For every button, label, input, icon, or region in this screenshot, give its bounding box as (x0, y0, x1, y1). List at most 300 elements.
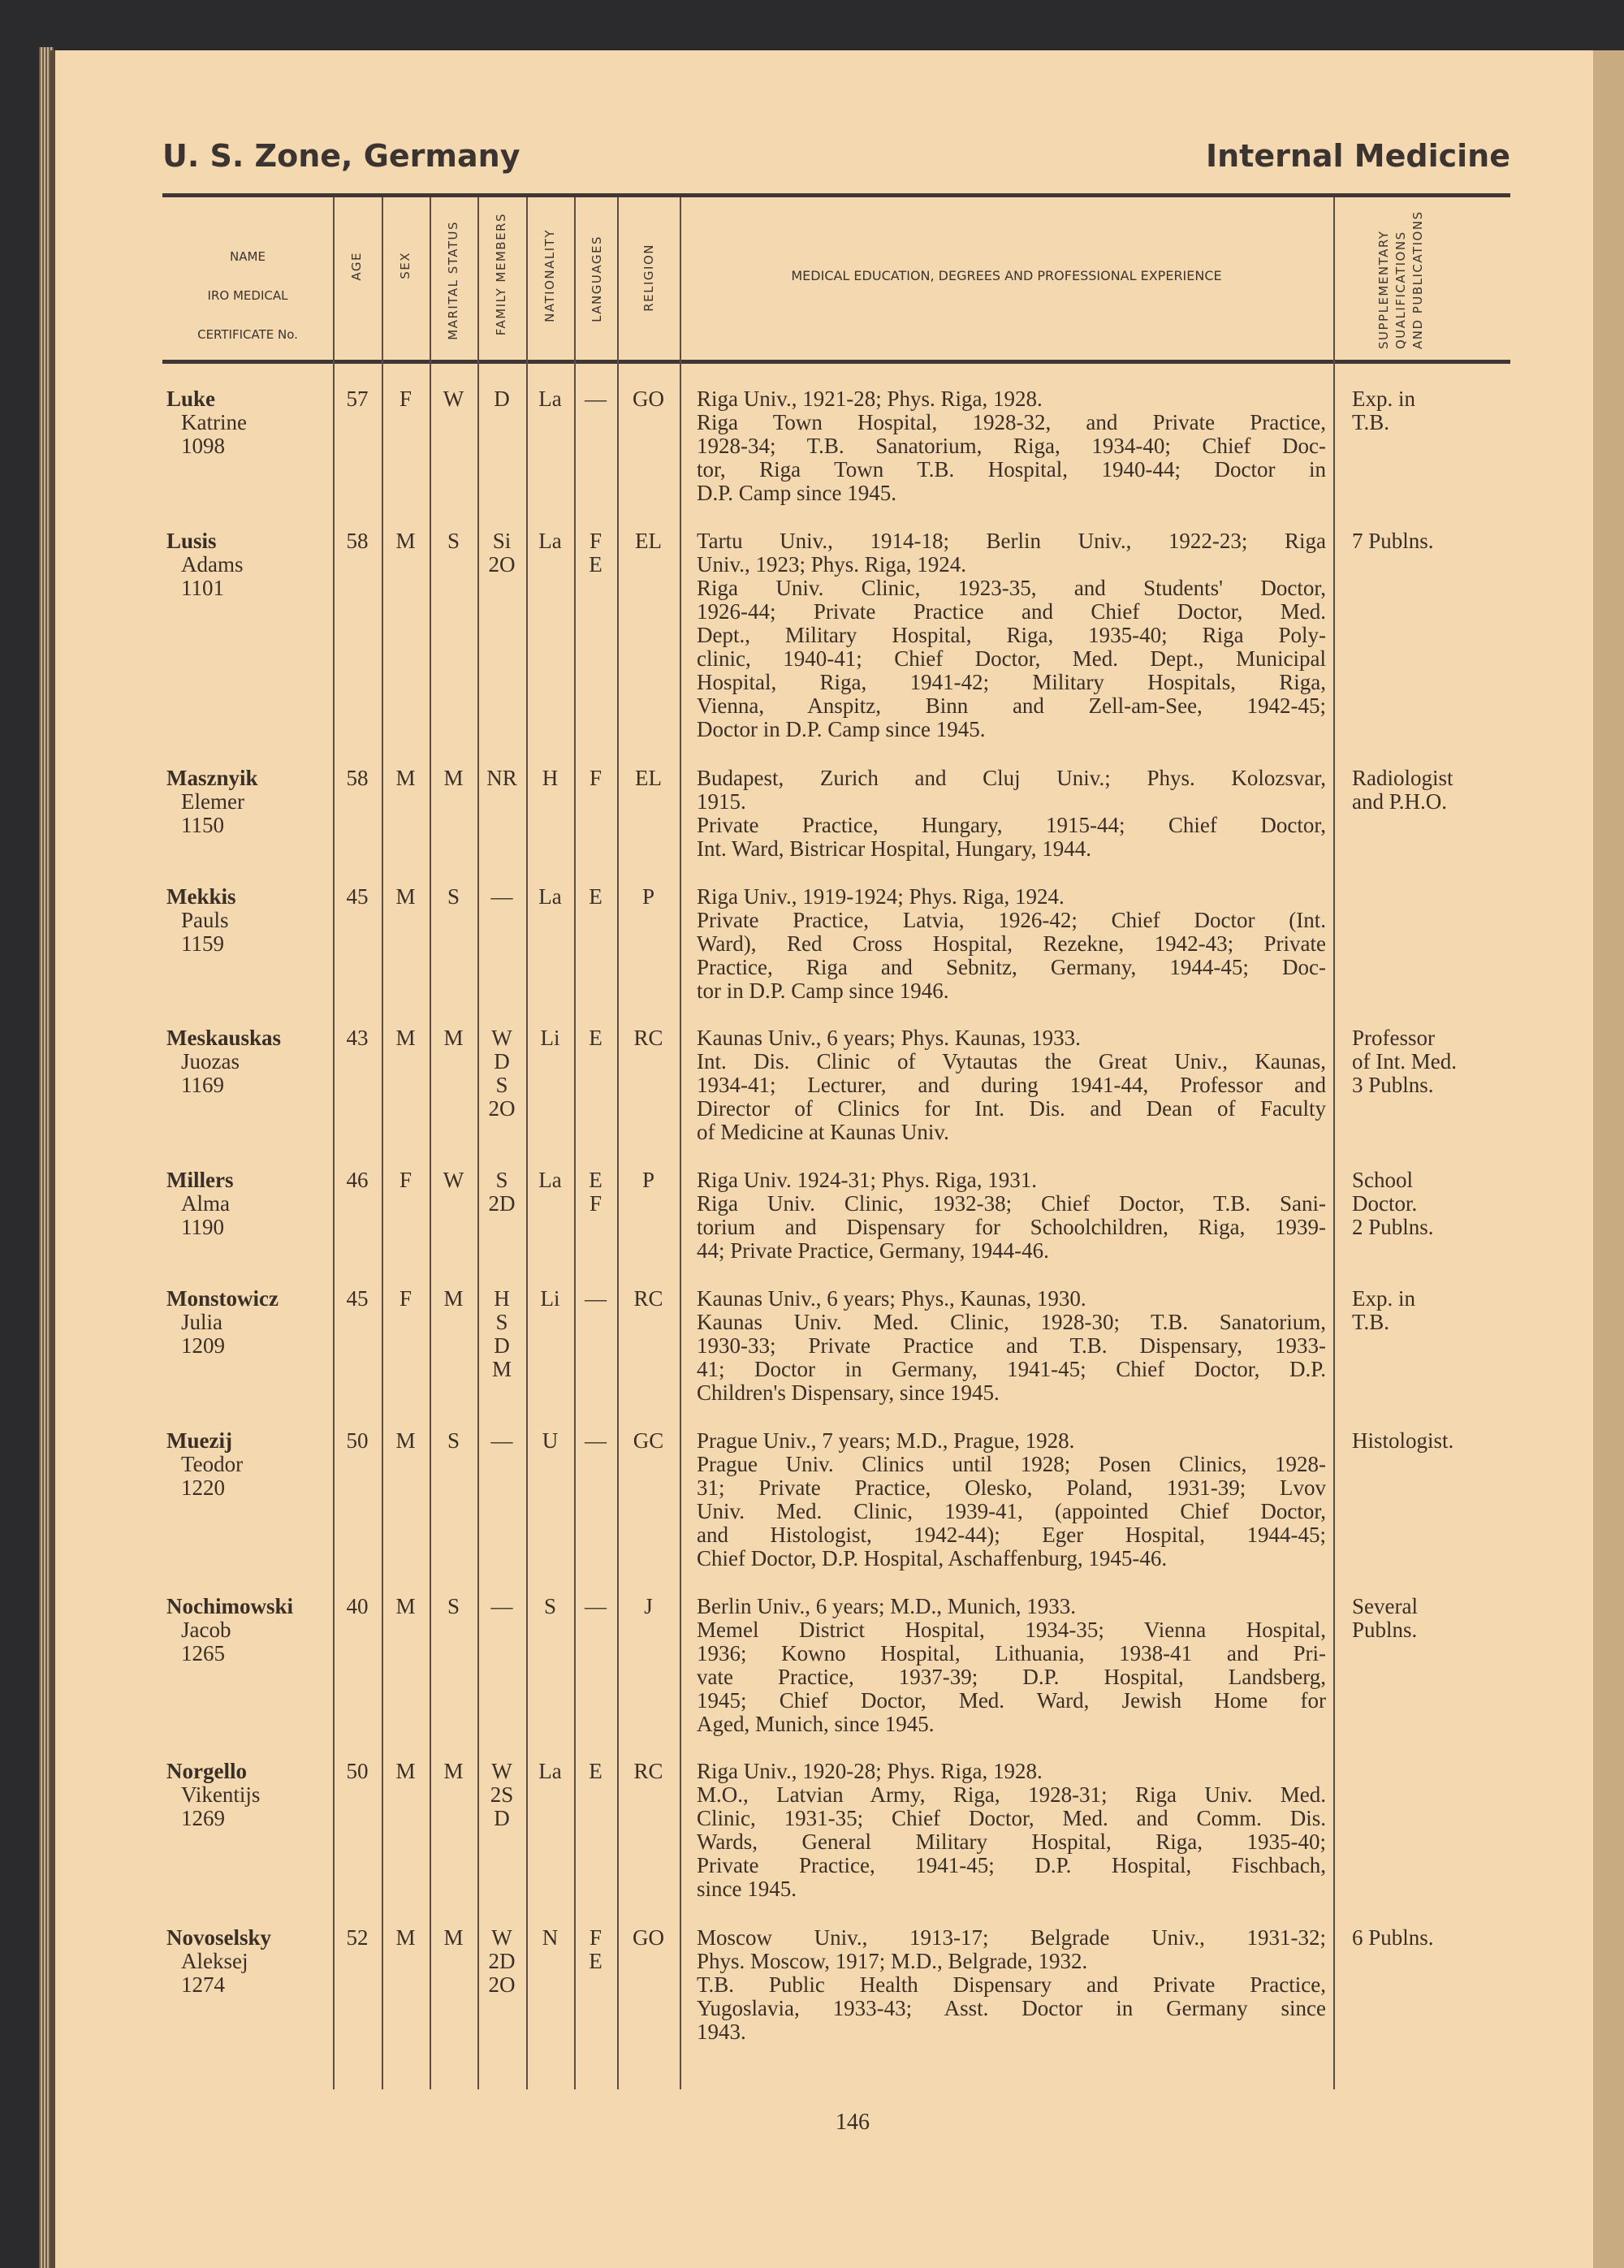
education-line: M.O., Latvian Army, Riga, 1928-31; Riga Univ. Med. (697, 1782, 1326, 1807)
marital-cell (430, 1429, 477, 1453)
surname: Monstowicz (166, 1286, 279, 1311)
marital-cell (430, 767, 477, 790)
nationality-value: La (538, 387, 562, 411)
education-cell (697, 1760, 1326, 1901)
supplementary-line: Doctor. (1352, 1191, 1418, 1216)
languages-value: E (589, 1949, 603, 1973)
education-line: Prague Univ. Clinics until 1928; Posen Clinics, 1928- (697, 1452, 1326, 1476)
languages-cell (574, 1760, 617, 1783)
nationality-cell (526, 885, 574, 909)
religion-cell (617, 387, 680, 411)
family-value: D (494, 1049, 510, 1074)
marital-value: W (443, 1168, 464, 1192)
surname: Norgello (166, 1759, 247, 1783)
religion-value: GO (633, 1925, 664, 1950)
col-name-line: IRO MEDICAL (207, 288, 288, 303)
marital-value: M (443, 1026, 464, 1050)
sex-cell (382, 885, 430, 909)
education-line: Riga Univ. Clinic, 1923-35, and Students' Doctor, (697, 576, 1326, 600)
name-cell (166, 387, 247, 458)
certificate-number: 1190 (181, 1215, 224, 1239)
supplementary-cell (1352, 1169, 1514, 1239)
first-name: Vikentijs (181, 1782, 261, 1807)
family-cell (477, 387, 526, 411)
surname: Luke (166, 387, 216, 411)
education-line: 44; Private Practice, Germany, 1944-46. (697, 1238, 1049, 1263)
supplementary-line: T.B. (1352, 410, 1389, 434)
family-value: NR (486, 766, 517, 790)
education-line: torium and Dispensary for Schoolchildren, Riga, 1939- (697, 1215, 1326, 1239)
education-line: Riga Univ. Clinic, 1932-38; Chief Doctor, T.B. Sani- (697, 1191, 1326, 1216)
name-cell (166, 1595, 293, 1665)
nationality-value: La (538, 529, 562, 553)
languages-value: — (585, 1286, 607, 1311)
education-cell (697, 767, 1326, 861)
age-cell (333, 767, 382, 790)
languages-value: E (589, 552, 603, 577)
marital-value: W (443, 387, 464, 411)
supplementary-cell (1352, 1026, 1514, 1097)
education-line: Int. Ward, Bistricar Hospital, Hungary, 1944. (697, 836, 1091, 861)
education-line: Kaunas Univ., 6 years; Phys. Kaunas, 1933. (697, 1026, 1081, 1050)
age-value: 40 (346, 1594, 369, 1618)
supplementary-cell (1352, 1926, 1514, 1950)
family-value: 2S (490, 1782, 514, 1807)
age-cell (333, 1429, 382, 1453)
supplementary-line: Publns. (1352, 1618, 1418, 1642)
col-header-education: MEDICAL EDUCATION, DEGREES AND PROFESSIONAL EXPERIENCE (791, 268, 1222, 283)
nationality-cell (526, 1026, 574, 1050)
religion-value: P (641, 1168, 655, 1192)
education-cell (697, 1026, 1326, 1144)
age-cell (333, 1026, 382, 1050)
languages-cell (574, 1026, 617, 1050)
name-cell (166, 1169, 233, 1239)
sex-value: M (395, 884, 416, 909)
education-line: Doctor in D.P. Camp since 1945. (697, 717, 986, 741)
family-value: 2O (488, 1096, 516, 1121)
surname: Novoselsky (166, 1925, 272, 1950)
first-name: Pauls (181, 908, 229, 932)
column-divider (617, 197, 619, 2089)
languages-value: E (589, 1759, 603, 1783)
sex-cell (382, 1760, 430, 1783)
languages-value: E (589, 1026, 603, 1050)
religion-cell (617, 1026, 680, 1050)
family-value: D (494, 1806, 510, 1830)
age-value: 52 (346, 1925, 369, 1950)
supplementary-line: T.B. (1352, 1310, 1389, 1334)
education-cell (697, 1429, 1326, 1570)
education-line: Hospital, Riga, 1941-42; Military Hospitals, Riga, (697, 670, 1326, 694)
marital-value: S (447, 1428, 460, 1453)
header-bottom-rule (162, 360, 1510, 364)
education-line: Wards, General Military Hospital, Riga, 1935-40; (697, 1830, 1326, 1854)
column-divider (1333, 197, 1335, 2089)
family-cell (477, 1595, 526, 1618)
education-line: Practice, Riga and Sebnitz, Germany, 1944-45; Doc- (697, 955, 1326, 979)
certificate-number: 1274 (181, 1972, 225, 1997)
certificate-number: 1265 (181, 1641, 225, 1665)
education-cell (697, 1287, 1326, 1405)
age-value: 46 (346, 1168, 369, 1192)
name-cell (166, 885, 236, 956)
certificate-number: 1101 (181, 576, 224, 600)
family-cell (477, 1926, 526, 1997)
religion-cell (617, 1926, 680, 1950)
column-divider (382, 197, 383, 2089)
education-line: Ward), Red Cross Hospital, Rezekne, 1942-43; Private (697, 931, 1326, 956)
marital-value: S (447, 529, 460, 553)
age-value: 43 (346, 1026, 369, 1050)
education-line: 1943. (697, 2020, 746, 2044)
education-line: Director of Clinics for Int. Dis. and Dean of Faculty (697, 1096, 1326, 1121)
age-value: 45 (346, 1286, 369, 1311)
nationality-cell (526, 1926, 574, 1950)
nationality-cell (526, 1760, 574, 1783)
family-value: 2D (488, 1949, 516, 1973)
education-line: of Medicine at Kaunas Univ. (697, 1120, 949, 1144)
certificate-number: 1220 (181, 1475, 225, 1500)
education-line: Tartu Univ., 1914-18; Berlin Univ., 1922-23; Riga (697, 529, 1326, 553)
languages-cell (574, 885, 617, 909)
surname: Muezij (166, 1428, 232, 1453)
family-cell (477, 529, 526, 577)
family-value: Si (492, 529, 512, 553)
family-cell (477, 1169, 526, 1216)
name-cell (166, 1926, 271, 1997)
supplementary-cell (1352, 1287, 1514, 1334)
certificate-number: 1269 (181, 1806, 225, 1830)
marital-cell (430, 885, 477, 909)
age-value: 45 (346, 884, 369, 909)
family-cell (477, 1026, 526, 1121)
sex-cell (382, 1287, 430, 1311)
col-supp-line: SUPPLEMENTARY (1376, 230, 1391, 349)
header-right-title: Internal Medicine (1205, 138, 1510, 174)
age-cell (333, 1595, 382, 1618)
religion-value: RC (633, 1759, 663, 1783)
col-header-age: AGE (349, 252, 364, 281)
surname: Millers (166, 1168, 234, 1192)
marital-cell (430, 529, 477, 553)
surname: Mekkis (166, 884, 236, 909)
family-value: W (491, 1759, 512, 1783)
supplementary-line: Exp. in (1352, 387, 1415, 411)
column-divider (680, 197, 681, 2089)
religion-value: GC (633, 1428, 664, 1453)
name-cell (166, 1429, 243, 1500)
religion-cell (617, 767, 680, 790)
supplementary-line: Professor (1352, 1026, 1435, 1050)
supplementary-line: and P.H.O. (1352, 789, 1448, 814)
languages-cell (574, 767, 617, 790)
education-line: Univ. Med. Clinic, 1939-41, (appointed Chief Doctor, (697, 1499, 1326, 1523)
age-cell (333, 885, 382, 909)
education-line: vate Practice, 1937-39; D.P. Hospital, Landsberg, (697, 1665, 1326, 1689)
sex-cell (382, 1429, 430, 1453)
age-cell (333, 1760, 382, 1783)
supplementary-line: Histologist. (1352, 1428, 1454, 1453)
column-divider (430, 197, 431, 2089)
education-line: Riga Univ. 1924-31; Phys. Riga, 1931. (697, 1168, 1038, 1192)
education-line: Berlin Univ., 6 years; M.D., Munich, 1933. (697, 1594, 1076, 1618)
nationality-cell (526, 387, 574, 411)
page-number: 146 (836, 2110, 870, 2135)
sex-cell (382, 1595, 430, 1618)
marital-value: S (447, 1594, 460, 1618)
sex-cell (382, 1926, 430, 1950)
education-line: Yugoslavia, 1933-43; Asst. Doctor in Germany since (697, 1996, 1326, 2020)
education-line: Chief Doctor, D.P. Hospital, Aschaffenburg, 1945-46. (697, 1546, 1168, 1570)
family-cell (477, 1287, 526, 1381)
nationality-cell (526, 1429, 574, 1453)
certificate-number: 1098 (181, 434, 225, 458)
marital-cell (430, 387, 477, 411)
education-line: since 1945. (697, 1877, 797, 1901)
next-page-edge (1593, 50, 1624, 2268)
family-value: — (490, 884, 513, 909)
education-line: 41; Doctor in Germany, 1941-45; Chief Doctor, D.P. (697, 1357, 1326, 1381)
sex-value: M (395, 529, 416, 553)
name-cell (166, 1760, 260, 1830)
col-name-line: NAME (230, 249, 266, 264)
family-value: S (495, 1073, 508, 1097)
col-supp-line: QUALIFICATIONS (1393, 231, 1408, 349)
age-cell (333, 1169, 382, 1192)
religion-cell (617, 1429, 680, 1453)
supplementary-cell (1352, 529, 1514, 553)
religion-cell (617, 1760, 680, 1783)
certificate-number: 1169 (181, 1073, 224, 1097)
sex-value: M (395, 1428, 416, 1453)
supplementary-line: of Int. Med. (1352, 1049, 1457, 1074)
marital-value: M (443, 766, 464, 790)
marital-value: S (447, 884, 460, 909)
education-cell (697, 529, 1326, 741)
sex-cell (382, 387, 430, 411)
certificate-number: 1209 (181, 1333, 225, 1358)
education-line: Riga Univ., 1921-28; Phys. Riga, 1928. (697, 387, 1043, 411)
education-cell (697, 1926, 1326, 2044)
religion-cell (617, 1169, 680, 1192)
supplementary-line: 6 Publns. (1352, 1925, 1434, 1950)
nationality-cell (526, 1169, 574, 1192)
languages-cell (574, 1287, 617, 1311)
age-value: 50 (346, 1428, 369, 1453)
col-header-languages: LANGUAGES (590, 235, 604, 322)
nationality-value: S (543, 1594, 557, 1618)
education-line: 1928-34; T.B. Sanatorium, Riga, 1934-40; Chief Doc- (697, 434, 1326, 458)
family-cell (477, 885, 526, 909)
education-line: T.B. Public Health Dispensary and Private Practice, (697, 1972, 1326, 1997)
education-line: Dept., Military Hospital, Riga, 1935-40; Riga Poly- (697, 623, 1326, 647)
sex-value: M (395, 1026, 416, 1050)
col-header-religion: RELIGION (641, 244, 656, 312)
family-value: 2O (488, 1972, 516, 1997)
supplementary-cell (1352, 387, 1514, 434)
age-cell (333, 529, 382, 553)
marital-cell (430, 1595, 477, 1618)
languages-value: — (585, 1594, 607, 1618)
col-header-family: FAMILY MEMBERS (494, 213, 508, 336)
family-value: H (494, 1286, 510, 1311)
col-header-supplementary (1376, 203, 1425, 349)
marital-value: M (443, 1286, 464, 1311)
education-line: Budapest, Zurich and Cluj Univ.; Phys. Kolozsvar, (697, 766, 1326, 790)
age-value: 50 (346, 1759, 369, 1783)
age-value: 57 (346, 387, 369, 411)
education-line: Private Practice, Hungary, 1915-44; Chief Doctor, (697, 813, 1326, 837)
nationality-cell (526, 767, 574, 790)
first-name: Juozas (181, 1049, 240, 1074)
col-name-line: CERTIFICATE No. (197, 327, 298, 342)
nationality-value: La (538, 1168, 562, 1192)
age-cell (333, 1926, 382, 1950)
education-line: Kaunas Univ. Med. Clinic, 1928-30; T.B. Sanatorium, (697, 1310, 1326, 1334)
age-value: 58 (346, 529, 369, 553)
religion-value: GO (633, 387, 664, 411)
languages-value: F (589, 529, 603, 553)
education-line: 31; Private Practice, Olesko, Poland, 1931-39; Lvov (697, 1475, 1326, 1500)
supplementary-line: Exp. in (1352, 1286, 1415, 1311)
name-cell (166, 529, 244, 600)
education-line: Aged, Munich, since 1945. (697, 1712, 935, 1736)
education-line: Int. Dis. Clinic of Vytautas the Great Univ., Kaunas, (697, 1049, 1326, 1074)
family-value: D (494, 1333, 510, 1358)
age-value: 58 (346, 766, 369, 790)
surname: Nochimowski (166, 1594, 294, 1618)
sex-value: M (395, 1925, 416, 1950)
education-cell (697, 885, 1326, 1003)
languages-value: F (589, 1191, 603, 1216)
name-cell (166, 1026, 281, 1097)
nationality-value: U (542, 1428, 559, 1453)
marital-value: M (443, 1925, 464, 1950)
education-line: Memel District Hospital, 1934-35; Vienna Hospital, (697, 1618, 1326, 1642)
surname: Lusis (166, 529, 217, 553)
marital-cell (430, 1169, 477, 1192)
education-line: Riga Univ., 1920-28; Phys. Riga, 1928. (697, 1759, 1043, 1783)
religion-cell (617, 529, 680, 553)
sex-value: F (399, 1168, 412, 1192)
religion-value: EL (635, 766, 662, 790)
top-rule (162, 193, 1510, 197)
education-line: Children's Dispensary, since 1945. (697, 1380, 1000, 1405)
religion-value: RC (633, 1286, 663, 1311)
languages-value: — (585, 387, 607, 411)
education-line: Clinic, 1931-35; Chief Doctor, Med. and Comm. Dis. (697, 1806, 1326, 1830)
nationality-cell (526, 529, 574, 553)
age-cell (333, 387, 382, 411)
sex-cell (382, 1169, 430, 1192)
languages-cell (574, 529, 617, 577)
sex-value: M (395, 766, 416, 790)
sex-value: F (399, 1286, 412, 1311)
family-cell (477, 767, 526, 790)
education-cell (697, 1169, 1326, 1263)
first-name: Teodor (181, 1452, 244, 1476)
education-line: clinic, 1940-41; Chief Doctor, Med. Dept., Municipal (697, 646, 1326, 671)
sex-cell (382, 767, 430, 790)
column-divider (526, 197, 528, 2089)
family-value: W (491, 1925, 512, 1950)
nationality-cell (526, 1287, 574, 1311)
languages-cell (574, 1169, 617, 1216)
supplementary-cell (1352, 1595, 1514, 1642)
education-cell (697, 1595, 1326, 1736)
column-divider (574, 197, 576, 2089)
supplementary-cell (1352, 767, 1514, 814)
education-line: 1926-44; Private Practice and Chief Doctor, Med. (697, 599, 1326, 624)
supplementary-line: 7 Publns. (1352, 529, 1434, 553)
nationality-value: Li (540, 1026, 560, 1050)
supplementary-line: 3 Publns. (1352, 1073, 1434, 1097)
languages-cell (574, 1926, 617, 1973)
languages-value: — (585, 1428, 607, 1453)
nationality-value: La (538, 884, 562, 909)
family-value: S (495, 1310, 508, 1334)
first-name: Aleksej (181, 1949, 248, 1973)
col-supp-line: AND PUBLICATIONS (1410, 210, 1425, 349)
nationality-value: Li (540, 1286, 560, 1311)
religion-cell (617, 1595, 680, 1618)
languages-value: F (589, 766, 603, 790)
supplementary-line: Several (1352, 1594, 1418, 1618)
marital-value: M (443, 1759, 464, 1783)
religion-value: J (644, 1594, 653, 1618)
marital-cell (430, 1760, 477, 1783)
nationality-value: N (542, 1925, 559, 1950)
sex-value: M (395, 1594, 416, 1618)
education-line: Riga Univ., 1919-1924; Phys. Riga, 1924. (697, 884, 1065, 909)
first-name: Julia (181, 1310, 222, 1334)
marital-cell (430, 1287, 477, 1311)
first-name: Alma (181, 1191, 230, 1216)
education-line: 1930-33; Private Practice and T.B. Dispensary, 1933- (697, 1333, 1326, 1358)
surname: Masznyik (166, 766, 258, 790)
family-value: 2O (488, 552, 516, 577)
sex-cell (382, 529, 430, 553)
education-line: and Histologist, 1942-44); Eger Hospital, 1944-45; (697, 1523, 1326, 1547)
religion-value: EL (635, 529, 662, 553)
family-cell (477, 1760, 526, 1830)
first-name: Adams (181, 552, 244, 577)
col-header-marital: MARITAL STATUS (446, 221, 460, 340)
education-line: Prague Univ., 7 years; M.D., Prague, 1928. (697, 1428, 1075, 1453)
education-line: Phys. Moscow, 1917; M.D., Belgrade, 1932. (697, 1949, 1088, 1973)
age-cell (333, 1287, 382, 1311)
education-line: Kaunas Univ., 6 years; Phys., Kaunas, 1930. (697, 1286, 1086, 1311)
marital-cell (430, 1926, 477, 1950)
education-line: Univ., 1923; Phys. Riga, 1924. (697, 552, 967, 577)
education-line: 1934-41; Lecturer, and during 1941-44, Professor and (697, 1073, 1326, 1097)
family-value: S (495, 1168, 508, 1192)
supplementary-line: Radiologist (1352, 766, 1453, 790)
col-header-nationality: NATIONALITY (542, 229, 557, 322)
family-value: 2D (488, 1191, 516, 1216)
family-value: — (490, 1428, 513, 1453)
first-name: Jacob (181, 1618, 231, 1642)
education-line: 1945; Chief Doctor, Med. Ward, Jewish Home for (697, 1688, 1326, 1713)
certificate-number: 1150 (181, 813, 224, 837)
education-line: Moscow Univ., 1913-17; Belgrade Univ., 1931-32; (697, 1925, 1326, 1950)
marital-cell (430, 1026, 477, 1050)
languages-value: F (589, 1925, 603, 1950)
languages-cell (574, 1429, 617, 1453)
sex-cell (382, 1026, 430, 1050)
family-cell (477, 1429, 526, 1453)
